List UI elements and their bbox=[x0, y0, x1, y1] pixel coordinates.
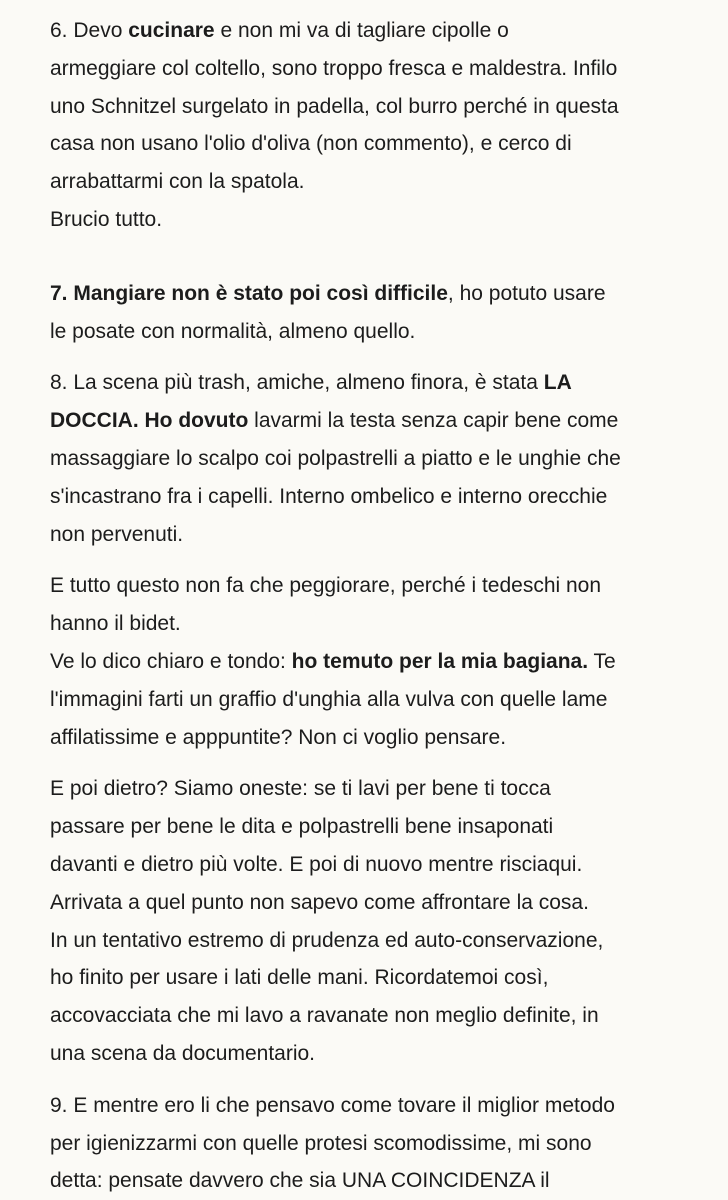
paragraph-8b-rest: Te l'immagini farti un graffio d'unghia alla vulva con quelle lame affilatissime e apppuntite? Non ci voglio pensare. bbox=[50, 649, 616, 749]
paragraph-6-bold: cucinare bbox=[128, 19, 215, 42]
paragraph-8b-intro: E tutto questo non fa che peggiorare, perché i tedeschi non hanno il bidet. Ve lo dico chiaro e tondo: bbox=[50, 574, 602, 673]
paragraph-7 bbox=[50, 275, 678, 351]
paragraph-8-bold: LA DOCCIA. Ho dovuto bbox=[50, 371, 572, 433]
paragraph-7-rest: , ho potuto usare le posate con normalità, almeno quello. bbox=[50, 281, 606, 343]
paragraph-6 bbox=[50, 12, 678, 239]
paragraph-7-bold: 7. Mangiare non è stato poi così difficile bbox=[50, 281, 448, 305]
paragraph-8c: E poi dietro? Siamo oneste: se ti lavi per bene ti tocca passare per bene le dita e polpastrelli bene insaponati davanti e dietro più volte. E poi di nuovo mentre risciaqui. Arrivata a quel punto non sapevo come affrontare la cosa. In un tentativo estremo di prudenza ed auto-conservazione, ho finito per usare i lati delle mani. Ricordatemoi così, accovacciata che mi lavo a ravanate non meglio definite, in una scena da documentario. bbox=[50, 777, 604, 1065]
paragraph-8b bbox=[50, 567, 678, 756]
paragraph-8 bbox=[50, 364, 678, 553]
paragraph-6-intro: 6. Devo bbox=[50, 19, 129, 42]
paragraph-6-rest: e non mi va di tagliare cipolle o armeggiare col coltello, sono troppo fresca e maldestra. Infilo uno Schnitzel surgelato in padella, col burro perché in questa casa non usano l'olio d'oliva (non commento), e cerco di arrabattarmi con la spatola. Brucio tutto. bbox=[50, 19, 619, 231]
paragraph-8-intro: 8. La scena più trash, amiche, almeno finora, è stata bbox=[50, 371, 544, 395]
paragraph-8b-bold: ho temuto per la mia bagiana. bbox=[291, 649, 589, 673]
paragraph-9: 9. E mentre ero li che pensavo come tovare il miglior metodo per igienizzarmi con quelle protesi scomodissime, mi sono detta: pensate davvero che sia UNA COINCIDENZA il bbox=[50, 1093, 615, 1193]
paragraph-8-rest: lavarmi la testa senza capir bene come massaggiare lo scalpo coi polpastrelli a piatto e le unghie che s'incastrano fra i capelli. Interno ombelico e interno orecchie non pervenuti. bbox=[50, 409, 621, 546]
